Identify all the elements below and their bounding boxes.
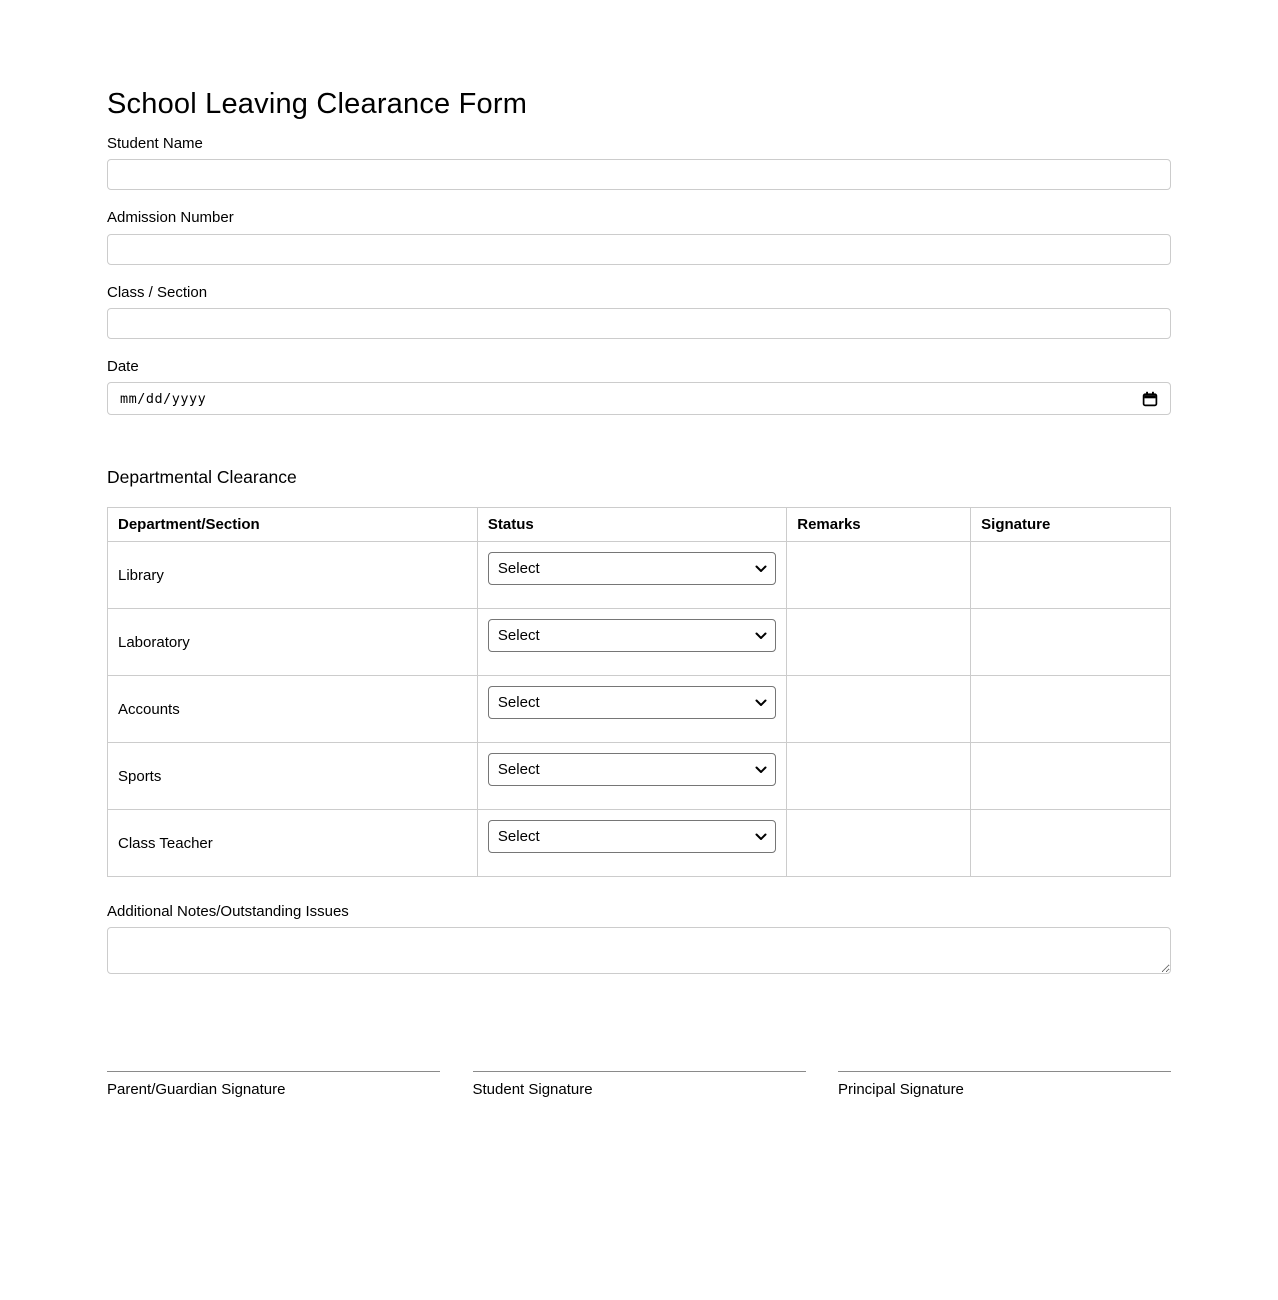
parent-guardian-signature-line <box>107 1071 440 1098</box>
notes-textarea[interactable] <box>107 927 1171 974</box>
student-signature-label: Student Signature <box>472 1081 593 1099</box>
table-row-sports <box>108 743 1171 810</box>
status-cell <box>477 810 786 877</box>
admission-number-label: Admission Number <box>107 209 234 227</box>
accounts-status-select[interactable] <box>488 686 776 719</box>
student-signature-line <box>473 1071 806 1098</box>
column-header-signature: Signature <box>971 508 1171 542</box>
laboratory-status-select[interactable] <box>488 619 776 652</box>
column-header-department: Department/Section <box>108 508 478 542</box>
column-header-remarks: Remarks <box>787 508 971 542</box>
department-cell: Class Teacher <box>108 810 478 877</box>
signatures-section <box>107 1071 1171 1098</box>
column-header-status: Status <box>477 508 786 542</box>
remarks-cell <box>787 676 971 743</box>
status-cell <box>477 676 786 743</box>
clearance-table <box>107 507 1171 877</box>
notes-label: Additional Notes/Outstanding Issues <box>107 903 349 920</box>
signature-cell <box>971 609 1171 676</box>
student-name-input[interactable] <box>107 159 1171 190</box>
admission-number-input[interactable] <box>107 234 1171 265</box>
department-cell: Library <box>108 542 478 609</box>
table-row-laboratory <box>108 609 1171 676</box>
parent-guardian-signature-label: Parent/Guardian Signature <box>107 1081 286 1099</box>
form-container <box>107 0 1171 1098</box>
student-name-label: Student Name <box>107 135 203 152</box>
status-cell <box>477 743 786 810</box>
date-label: Date <box>107 357 139 375</box>
class-section-input[interactable] <box>107 308 1171 339</box>
signature-cell <box>971 676 1171 743</box>
table-row-accounts <box>108 676 1171 743</box>
remarks-cell <box>787 810 971 877</box>
principal-signature-line <box>838 1071 1171 1098</box>
status-cell <box>477 542 786 609</box>
calendar-icon[interactable] <box>1142 391 1158 407</box>
department-cell: Laboratory <box>108 609 478 676</box>
signature-cell <box>971 542 1171 609</box>
class-section-label: Class / Section <box>107 283 208 301</box>
class-teacher-status-select[interactable] <box>488 820 776 853</box>
department-cell: Sports <box>108 743 478 810</box>
principal-signature-label: Principal Signature <box>838 1081 964 1099</box>
table-header-row <box>108 508 1171 542</box>
remarks-cell <box>787 743 971 810</box>
signature-cell <box>971 810 1171 877</box>
remarks-cell <box>787 609 971 676</box>
signature-cell <box>971 743 1171 810</box>
department-cell: Accounts <box>108 676 478 743</box>
sports-status-select[interactable] <box>488 753 776 786</box>
remarks-cell <box>787 542 971 609</box>
date-placeholder: mm/dd/yyyy <box>120 390 207 407</box>
table-row-library <box>108 542 1171 609</box>
departmental-clearance-heading: Departmental Clearance <box>107 467 297 487</box>
table-row-class-teacher <box>108 810 1171 877</box>
status-cell <box>477 609 786 676</box>
page-title: School Leaving Clearance Form <box>107 88 528 120</box>
date-input[interactable] <box>107 382 1171 415</box>
library-status-select[interactable] <box>488 552 776 585</box>
